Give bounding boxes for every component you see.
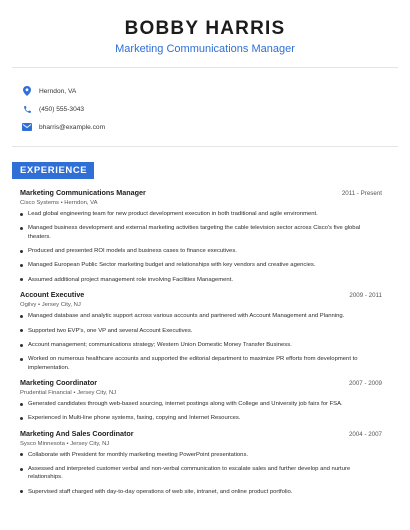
contact-divider <box>12 146 398 147</box>
job-header <box>20 290 382 299</box>
job-bullet: Managed European Public Sector marketing budget and relationships with key vendors and creative agencies. <box>20 261 362 269</box>
job-bullet: Generated candidates through web-based sourcing, internet postings along with College and University job fairs for FSA. <box>20 400 362 408</box>
contact-phone <box>22 100 105 118</box>
experience-section-header <box>12 162 94 179</box>
job-bullets <box>20 312 382 372</box>
job-header <box>20 378 382 387</box>
job-dates: 2007 - 2009 <box>348 379 382 387</box>
job-dates: 2011 - Present <box>341 190 382 197</box>
job-organization: Sysco Minnesota • Jersey City, NJ <box>20 440 110 447</box>
job-entry <box>20 188 382 284</box>
job-role: Marketing Coordinator <box>20 377 98 387</box>
job-bullet: Managed business development and external marketing activities targeting the cable television sector across Cisco's five global theaters. <box>20 224 362 240</box>
job-bullets <box>20 451 382 496</box>
phone-icon <box>22 104 32 114</box>
job-organization: Ogilvy • Jersey City, NJ <box>20 302 81 309</box>
job-bullet: Produced and presented ROI models and business cases to finance executives. <box>20 247 362 255</box>
job-header <box>20 188 382 197</box>
job-entry <box>20 378 382 423</box>
job-organization: Cisco Systems • Herndon, VA <box>20 200 98 206</box>
contact-email-text: bharris@example.com <box>39 123 106 131</box>
job-dates: 2009 - 2011 <box>349 292 382 300</box>
job-organization: Prudential Financial • Jersey City, NJ <box>20 389 117 396</box>
job-dates: 2004 - 2007 <box>348 430 382 438</box>
contact-location-text: Herndon, VA <box>39 87 77 95</box>
candidate-name: BOBBY HARRIS <box>124 18 286 39</box>
job-entry <box>20 429 382 496</box>
contact-location <box>22 82 105 100</box>
resume-header <box>0 0 410 56</box>
job-bullet: Account management; communications strategy; Western Union Domestic Money Transfer Business. <box>20 341 362 349</box>
job-bullet: Assumed additional project management role involving Facilities Management. <box>20 276 362 284</box>
job-bullet: Managed database and analytic support across various accounts and partnered with Account Management and Planning. <box>20 312 362 320</box>
candidate-title: Marketing Communications Manager <box>115 43 295 55</box>
job-role: Marketing And Sales Coordinator <box>20 428 134 438</box>
job-bullet: Supervised staff charged with day-to-day operations of web site, intranet, and online product portfolio. <box>20 488 362 496</box>
job-bullets <box>20 210 382 284</box>
contact-phone-text: (450) 555-3043 <box>39 105 85 113</box>
job-bullet: Worked on numerous healthcare accounts and supported the editorial department to maximize PR efforts from development to implementation. <box>20 355 362 371</box>
contact-list <box>22 82 105 136</box>
job-role: Account Executive <box>20 290 85 300</box>
job-role: Marketing Communications Manager <box>20 188 146 197</box>
job-bullet: Lead global engineering team for new product development execution in both traditional and agile environment. <box>20 210 362 218</box>
job-entry <box>20 290 382 372</box>
job-bullet: Supported two EVP's, one VP and several Account Executives. <box>20 327 362 335</box>
job-bullet: Experienced in Multi-line phone systems, faxing, copying and Internet Resources. <box>20 414 362 422</box>
job-bullets <box>20 400 382 423</box>
job-header <box>20 429 382 438</box>
location-pin-icon <box>22 86 32 96</box>
header-divider <box>12 67 398 68</box>
job-bullet: Collaborate with President for monthly marketing meeting PowerPoint presentations. <box>20 451 362 459</box>
contact-email <box>22 118 105 136</box>
experience-section-title: EXPERIENCE <box>20 165 88 176</box>
job-bullet: Assessed and interpreted customer verbal and non-verbal communication to escalate sales and further develop and nurture relationships. <box>20 465 362 481</box>
email-icon <box>22 122 32 132</box>
experience-list <box>20 188 382 502</box>
